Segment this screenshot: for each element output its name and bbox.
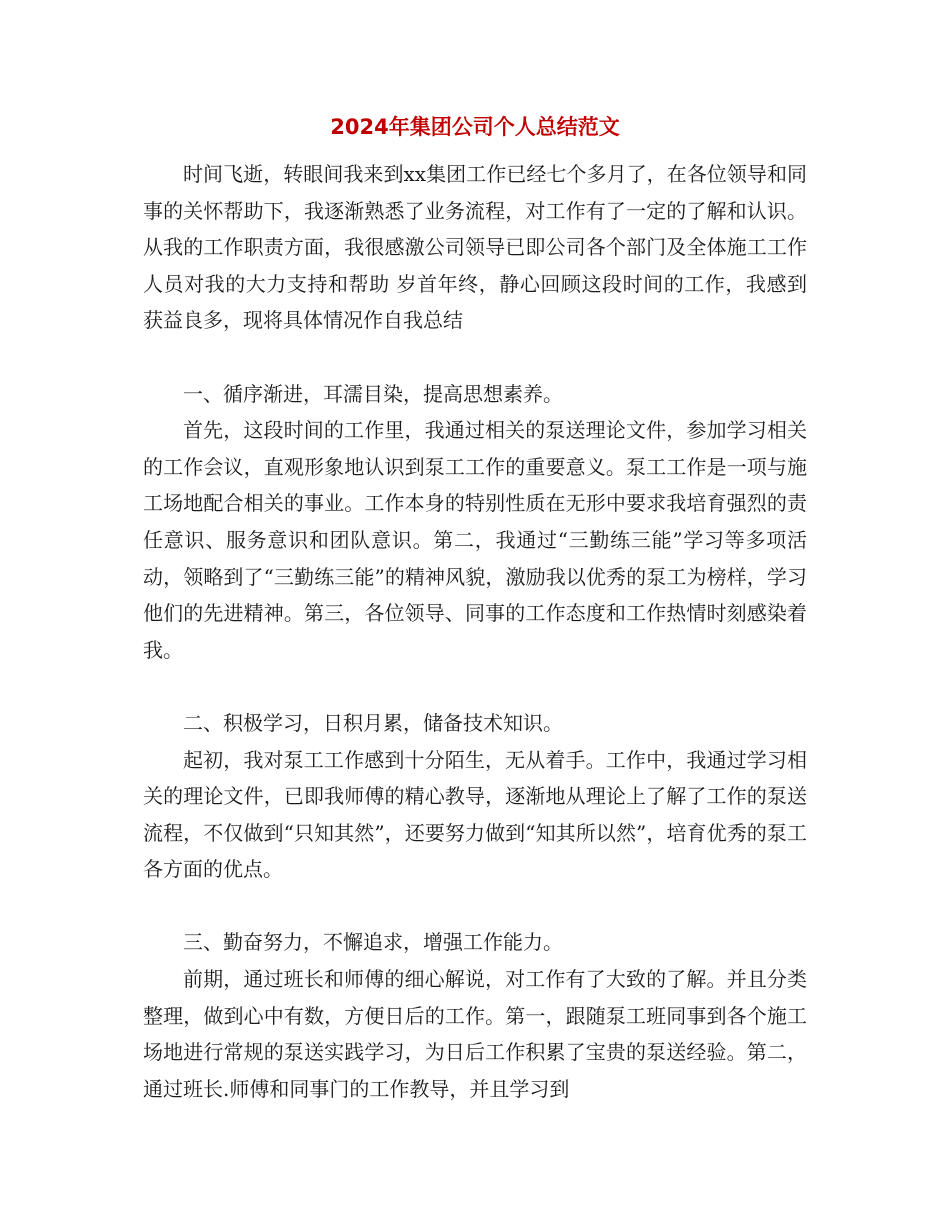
section-heading: 三、勤奋努力，不懈追求，增强工作能力。 — [183, 930, 563, 955]
section-heading: 二、积极学习，日积月累，储备技术知识。 — [183, 710, 563, 735]
section-paragraph: 前期，通过班长和师傅的细心解说，对工作有了大致的了解。并且分类整理，做到心中有数，方便日后的工作。第一，跟随泵工班同事到各个施工场地进行常规的泵送实践学习，为日后工作积累了宝贵的泵送经验。第二，通过班长.师傅和同事门的工作教导，并且学习到 — [143, 967, 807, 1101]
intro-paragraph: 时间飞逝，转眼间我来到xx集团工作已经七个多月了，在各位领导和同事的关怀帮助下，我逐渐熟悉了业务流程，对工作有了一定的了解和认识。从我的工作职责方面，我很感激公司领导已即公司各个部门及全体施工工作人员对我的大力支持和帮助 岁首年终，静心回顾这段时间的工作，我感到获益良多，现将具体情况作自我总结 — [143, 162, 807, 333]
document-title: 2024年集团公司个人总结范文 — [330, 115, 620, 139]
document-body — [143, 156, 807, 1107]
paragraph-spacer — [143, 339, 807, 376]
section-paragraph: 起初，我对泵工工作感到十分陌生，无从着手。工作中，我通过学习相关的理论文件，已即我师傅的精心教导，逐渐地从理论上了解了工作的泵送流程，不仅做到“只知其然”，还要努力做到“知其所以然”，培育优秀的泵工各方面的优点。 — [143, 747, 807, 882]
section-heading: 一、循序渐进，耳濡目染，提高思想素养。 — [183, 381, 563, 406]
paragraph-spacer — [143, 668, 807, 705]
paragraph-spacer — [143, 888, 807, 925]
section-paragraph: 首先，这段时间的工作里，我通过相关的泵送理论文件，参加学习相关的工作会议，直观形象地认识到泵工工作的重要意义。泵工工作是一项与施工场地配合相关的事业。工作本身的特别性质在无形中要求我培育强烈的责任意识、服务意识和团队意识。第二，我通过“三勤练三能”学习等多项活动，领略到了“三勤练三能”的精神风貌，激励我以优秀的泵工为榜样，学习他们的先进精神。第三，各位领导、同事的工作态度和工作热情时刻感染着我。 — [143, 418, 807, 662]
